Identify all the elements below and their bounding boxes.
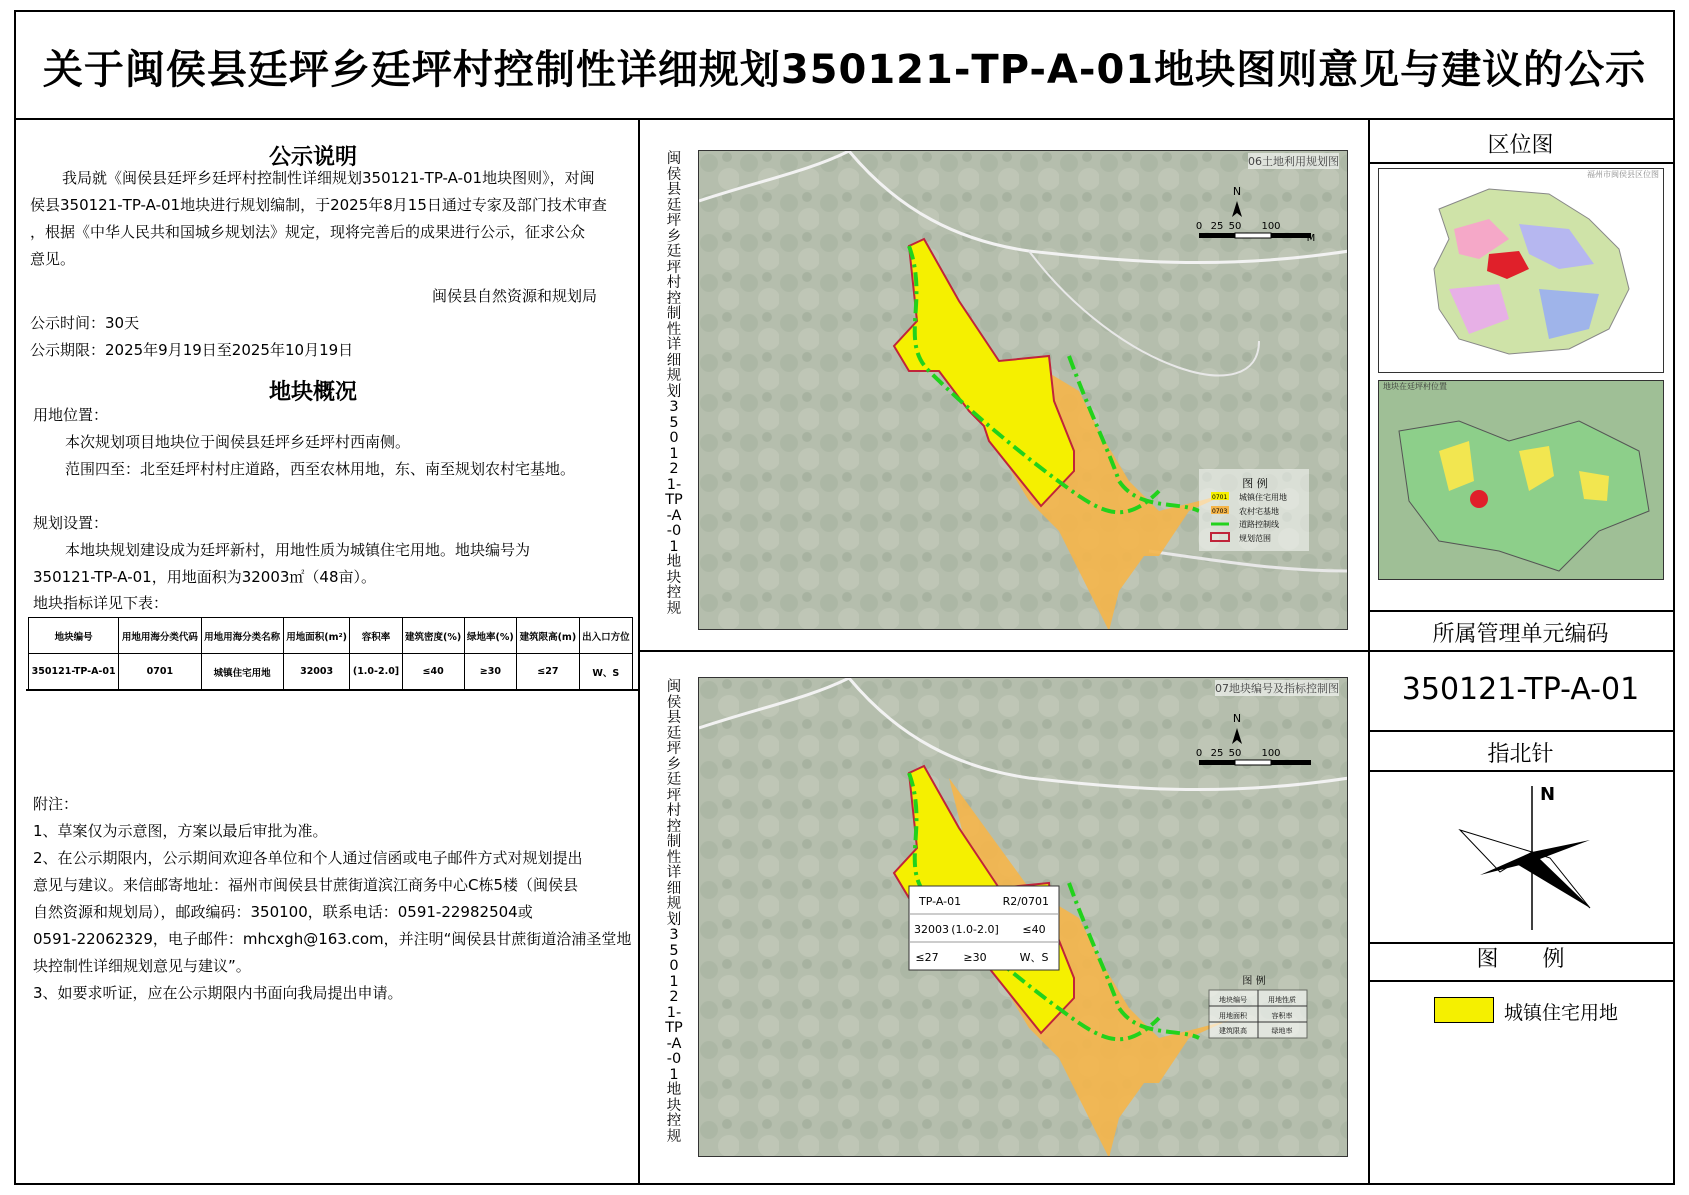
title-box	[14, 10, 1675, 120]
map2-legend-title: 图 例	[1242, 976, 1266, 987]
page-title: 关于闽侯县廷坪乡廷坪村控制性详细规划350121-TP-A-01地块图则意见与建议的公示	[42, 47, 1647, 93]
table-header: 建筑密度(%)	[402, 618, 464, 654]
legend-code: 0703	[1212, 508, 1228, 515]
label-density: ≤40	[1022, 923, 1046, 936]
legend-swatch-residential	[1434, 997, 1494, 1023]
note-line: 自然资源和规划局），邮政编码：350100，联系电话：0591-22982504或	[33, 903, 533, 921]
right-divider	[1368, 610, 1673, 612]
scale-label: 50	[1228, 221, 1242, 232]
notice-line: 侯县350121-TP-A-01地块进行规划编制，于2025年8月15日通过专家及部门技术审查	[30, 196, 607, 214]
note-line: 1、草案仅为示意图，方案以最后审批为准。	[33, 822, 328, 840]
village-location-map[interactable]	[1378, 380, 1664, 580]
map1-legend	[1199, 469, 1309, 551]
mini-caption: 地块在廷坪村位置	[1383, 382, 1447, 391]
compass-north-icon	[1440, 780, 1610, 940]
location-text: 本次规划项目地块位于闽侯县廷坪乡廷坪村西南侧。	[65, 433, 411, 451]
label-area: 32003	[914, 923, 949, 936]
table-intro: 地块指标详见下表：	[33, 594, 169, 612]
notice-line: ，根据《中华人民共和国城乡规划法》规定，现将完善后的成果进行公示，征求公众	[30, 223, 586, 241]
table-header: 出入口方位	[579, 618, 632, 654]
legend-cell: 容积率	[1271, 1012, 1293, 1020]
north-label: N	[1232, 712, 1242, 725]
legend-cell: 绿地率	[1271, 1027, 1293, 1035]
map2-vertical-title: 闽侯县廷坪乡廷坪村控制性详细规划350121-TP-A-01地块控规	[665, 679, 683, 1145]
note-line: 3、如要求听证，应在公示期限内书面向我局提出申请。	[33, 984, 403, 1002]
legend-label: 城镇住宅用地	[1239, 493, 1287, 502]
parcel-index-map[interactable]	[698, 677, 1348, 1157]
setting-label: 规划设置：	[33, 514, 109, 532]
table-cell: ≥30	[464, 654, 516, 690]
legend-code: 0701	[1212, 494, 1228, 501]
notice-line: 我局就《闽侯县廷坪乡廷坪村控制性详细规划350121-TP-A-01地块图则》，对闽	[62, 169, 595, 187]
land-use-map-svg	[699, 151, 1348, 630]
right-divider	[1368, 980, 1673, 982]
county-location-svg	[1379, 169, 1664, 373]
table-cell: 350121-TP-A-01	[29, 654, 119, 690]
label-access: W、S	[1019, 951, 1049, 964]
legend-cell: 用地面积	[1219, 1012, 1247, 1020]
notes-heading: 附注：	[33, 795, 79, 813]
compass-blade	[1532, 852, 1590, 908]
table-divider	[26, 689, 638, 691]
label-id: TP-A-01	[919, 895, 962, 908]
bounds-text: 范围四至：北至廷坪村村庄道路，西至农林用地，东、南至规划农村宅基地。	[65, 460, 576, 478]
right-legend-label: 城镇住宅用地	[1504, 1002, 1619, 1024]
table-header: 用地用海分类名称	[201, 618, 283, 654]
map1-legend-title: 图 例	[1242, 477, 1268, 490]
scale-label: 100	[1261, 221, 1281, 232]
table-row	[29, 654, 633, 690]
notice-heading: 公示说明	[268, 145, 357, 170]
table-cell: W、S	[579, 654, 632, 690]
table-cell: ≤40	[402, 654, 464, 690]
location-map-heading: 区位图	[1487, 133, 1554, 158]
notice-body	[30, 165, 630, 273]
right-divider	[1368, 730, 1673, 732]
notice-period: 公示时间：30天	[30, 314, 140, 332]
county-outline	[1434, 189, 1629, 354]
table-header: 地块编号	[29, 618, 119, 654]
unit-code-heading: 所属管理单元编码	[1432, 622, 1609, 647]
overview-heading: 地块概况	[268, 380, 357, 405]
setting-line1: 本地块规划建设成为廷坪新村，用地性质为城镇住宅用地。地块编号为	[65, 541, 531, 559]
label-far: (1.0-2.0]	[951, 923, 999, 936]
table-header: 绿地率(%)	[464, 618, 516, 654]
legend-cell: 地块编号	[1219, 996, 1247, 1004]
label-height: ≤27	[915, 951, 939, 964]
legend-label: 道路控制线	[1239, 520, 1279, 529]
table-cell: 0701	[119, 654, 201, 690]
legend-label: 规划范围	[1239, 534, 1271, 543]
setting-line2: 350121-TP-A-01，用地面积为32003㎡（48亩）。	[33, 568, 376, 586]
village-outline	[1399, 421, 1649, 571]
legend-label: 农村宅基地	[1239, 507, 1279, 516]
county-location-map[interactable]	[1378, 168, 1664, 373]
legend-cell: 建筑限高	[1219, 1027, 1247, 1035]
table-cell: 城镇住宅用地	[201, 654, 283, 690]
note-line: 意见与建议。来信邮寄地址：福州市闽侯县甘蔗街道滨江商务中心C栋5楼（闽侯县	[33, 876, 579, 894]
scale-label: 100	[1261, 748, 1281, 759]
right-divider	[1368, 650, 1673, 652]
table-cell: ≤27	[517, 654, 580, 690]
parcel-index-map-svg	[699, 678, 1348, 1157]
village-location-svg	[1379, 381, 1664, 580]
label-class: R2/0701	[1002, 895, 1049, 908]
legend-cell: 用地性质	[1268, 996, 1296, 1004]
north-label: N	[1232, 185, 1242, 198]
right-divider	[1368, 770, 1673, 772]
note-line: 0591-22062329，电子邮件：mhcxgh@163.com，并注明“闽侯县甘蔗街道洽浦圣堂地	[33, 930, 632, 948]
scale-label: 0	[1195, 748, 1203, 759]
notice-issuer: 闽侯县自然资源和规划局	[432, 287, 598, 305]
right-divider	[1368, 162, 1673, 164]
scale-label: 50	[1228, 748, 1242, 759]
table-header: 用地面积(m²)	[283, 618, 350, 654]
notice-line: 意见。	[30, 250, 76, 268]
unit-code: 350121-TP-A-01	[1401, 672, 1640, 707]
table-cell: 32003	[283, 654, 350, 690]
target-parcel-marker	[1470, 490, 1488, 508]
scale-label: 0	[1195, 221, 1203, 232]
notes	[33, 791, 633, 1007]
north-arrow-heading: 指北针	[1487, 742, 1554, 767]
label-green: ≥30	[963, 951, 987, 964]
map1-vertical-title: 闽侯县廷坪乡廷坪村控制性详细规划350121-TP-A-01地块控规	[665, 151, 683, 617]
scale-unit: M	[1306, 233, 1316, 244]
table-header: 用地用海分类代码	[119, 618, 201, 654]
note-line: 2、在公示期限内，公示期间欢迎各单位和个人通过信函或电子邮件方式对规划提出	[33, 849, 583, 867]
location-label: 用地位置：	[33, 406, 109, 424]
map-divider	[640, 650, 1368, 652]
map2-caption: 07地块编号及指标控制图	[1215, 682, 1339, 695]
mini-caption: 福州市闽侯县区位图	[1587, 170, 1659, 179]
scale-label: 25	[1210, 221, 1224, 232]
parcel-table	[28, 617, 633, 690]
parcel-label-box	[909, 886, 1059, 970]
note-line: 块控制性详细规划意见与建议”。	[33, 957, 251, 975]
table-header-row	[29, 618, 633, 654]
table-header: 建筑限高(m)	[517, 618, 580, 654]
map1-caption: 06土地利用规划图	[1248, 155, 1339, 168]
scale-label: 25	[1210, 748, 1224, 759]
notice-dates: 公示期限：2025年9月19日至2025年10月19日	[30, 341, 354, 359]
land-use-map[interactable]	[698, 150, 1348, 630]
table-header: 容积率	[350, 618, 402, 654]
table-cell: (1.0-2.0]	[350, 654, 402, 690]
right-legend-heading: 图 例	[1476, 947, 1565, 972]
compass-north-letter: N	[1540, 784, 1556, 805]
